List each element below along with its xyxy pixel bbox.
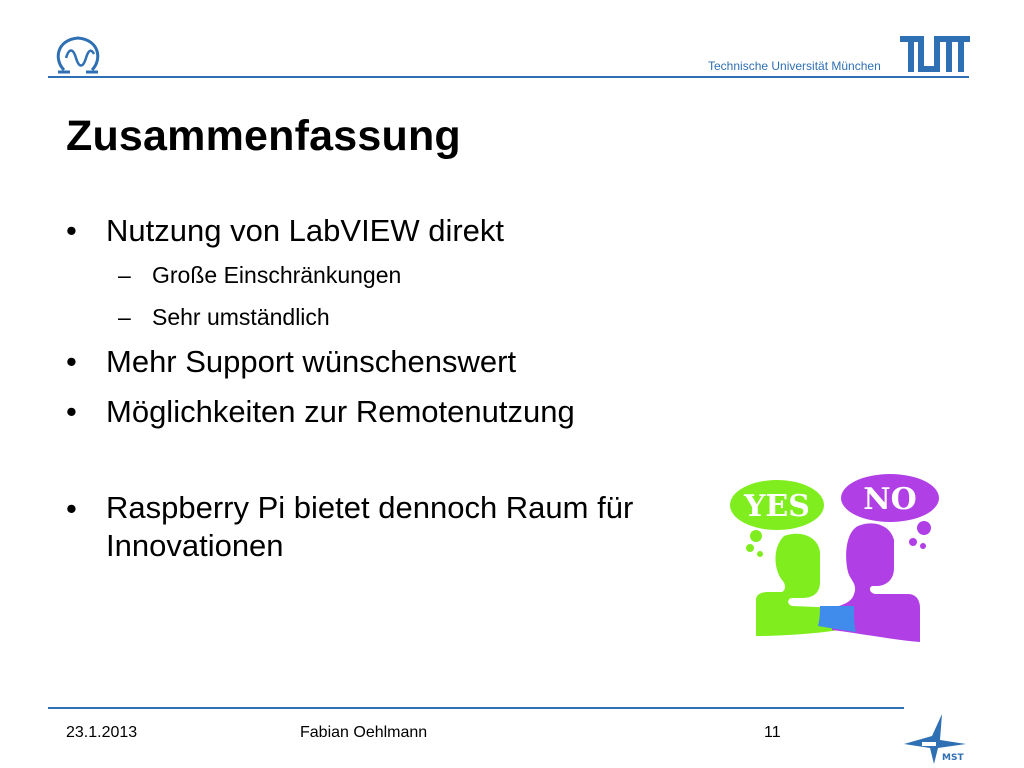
mst-label: MST: [942, 753, 964, 763]
mst-logo-icon: [902, 714, 968, 764]
page-number: 11: [764, 724, 781, 741]
bullet-symbol: •: [66, 491, 77, 526]
yes-thought-dot: [746, 544, 754, 552]
footer-author: Fabian Oehlmann: [300, 724, 428, 741]
sub-bullet-text: Große Einschränkungen: [152, 262, 402, 288]
dash-symbol: –: [118, 262, 131, 288]
no-thought-dot: [920, 543, 926, 549]
no-thought-dot: [917, 521, 931, 535]
bullet-text: Möglichkeiten zur Remotenutzung: [106, 394, 575, 429]
bullet-text-line: Raspberry Pi bietet dennoch Raum für: [106, 490, 634, 525]
yes-thought-dot: [750, 530, 762, 542]
bullet-text: [106, 489, 633, 565]
slide-title: Zusammenfassung: [66, 112, 461, 160]
no-thought-dot: [909, 538, 917, 546]
bullet-symbol: •: [66, 344, 77, 379]
bullet-text: Nutzung von LabVIEW direkt: [106, 213, 505, 248]
yes-thought-dot: [757, 551, 763, 557]
footer-date: 23.1.2013: [66, 724, 138, 741]
bullet-symbol: •: [66, 394, 77, 429]
university-name: Technische Universität München: [708, 59, 881, 73]
bullet-text: Mehr Support wünschenswert: [106, 344, 517, 379]
dash-symbol: –: [118, 304, 131, 330]
footer-divider: [48, 707, 904, 709]
bullet-text-line: Innovationen: [106, 528, 284, 563]
no-label: NO: [863, 482, 917, 517]
yes-no-illustration: [722, 470, 952, 650]
yes-label: YES: [744, 489, 810, 524]
bullet-symbol: •: [66, 213, 77, 248]
sub-bullet-text: Sehr umständlich: [152, 304, 330, 330]
